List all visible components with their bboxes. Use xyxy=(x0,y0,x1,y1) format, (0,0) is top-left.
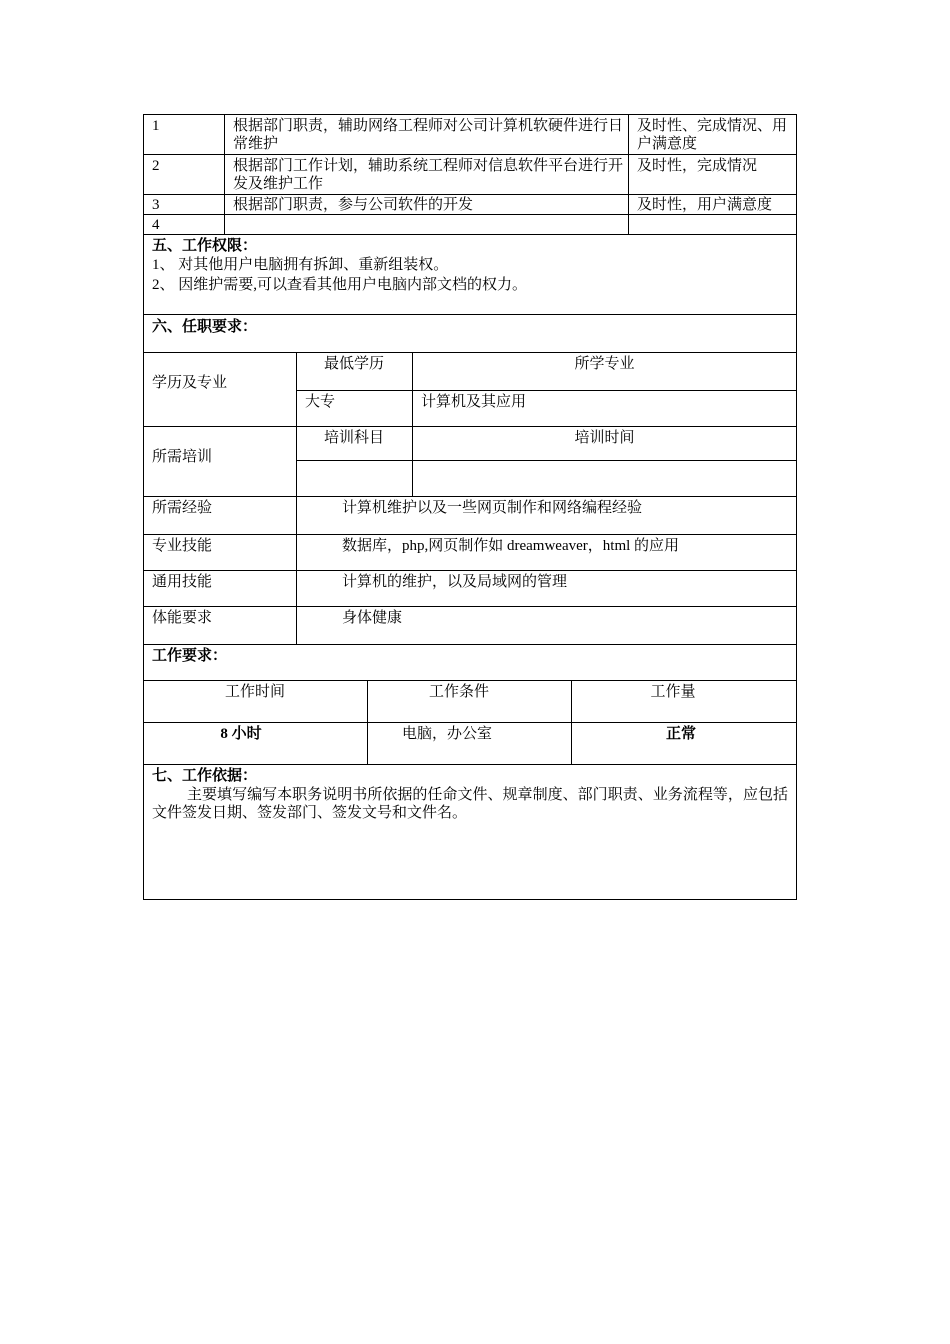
workload-value: 正常 xyxy=(665,726,696,742)
education-degree: 大专 xyxy=(305,394,336,410)
training-subject-header: 培训科目 xyxy=(323,430,384,446)
basis-title: 七、工作依据： xyxy=(152,768,258,784)
duty-content: 根据部门工作计划，辅助系统工程师对信息软件平台进行开发及维护工作 xyxy=(233,158,624,192)
col-divider xyxy=(412,460,413,496)
physical-label: 体能要求 xyxy=(152,610,213,626)
work-condition-header: 工作条件 xyxy=(428,684,489,700)
general-skill-label: 通用技能 xyxy=(152,574,213,590)
physical-value: 身体健康 xyxy=(342,610,403,626)
duty-content: 根据部门职责，辅助网络工程师对公司计算机软硬件进行日常维护 xyxy=(233,118,624,152)
work-time-header: 工作时间 xyxy=(224,684,285,700)
duty-standard: 及时性，用户满意度 xyxy=(637,197,773,213)
row-divider xyxy=(143,680,797,681)
training-time-header: 培训时间 xyxy=(574,430,635,446)
workload-header: 工作量 xyxy=(650,684,696,700)
requirements-title: 六、任职要求： xyxy=(152,319,258,335)
education-major: 计算机及其应用 xyxy=(421,394,527,410)
experience-label: 所需经验 xyxy=(152,500,213,516)
work-requirements-title: 工作要求： xyxy=(152,648,228,664)
duty-no: 1 xyxy=(152,118,160,134)
duty-no: 4 xyxy=(152,217,160,233)
row-divider xyxy=(143,234,797,235)
row-divider xyxy=(143,534,797,535)
education-label: 学历及专业 xyxy=(152,375,228,391)
duty-no: 3 xyxy=(152,197,160,213)
row-divider xyxy=(143,426,797,427)
row-divider xyxy=(143,352,797,353)
row-divider xyxy=(143,570,797,571)
duty-no: 2 xyxy=(152,158,160,174)
row-divider xyxy=(143,314,797,315)
work-time-value: 8 小时 xyxy=(220,726,262,742)
col-divider xyxy=(296,352,297,644)
row-divider xyxy=(143,606,797,607)
row-divider xyxy=(143,194,797,195)
basis-text: 主要填写编写本职务说明书所依据的任命文件、规章制度、部门职责、业务流程等，应包括文件签发日期、签发部门、签发文号和文件名。 xyxy=(152,787,788,821)
authority-item: 2、 因维护需要,可以查看其他用户电脑内部文档的权力。 xyxy=(152,277,528,293)
education-degree-header: 最低学历 xyxy=(323,356,384,372)
row-divider xyxy=(143,496,797,497)
authority-item: 1、 对其他用户电脑拥有拆卸、重新组装权。 xyxy=(152,257,449,273)
row-divider xyxy=(143,722,797,723)
authority-title: 五、工作权限： xyxy=(152,238,258,254)
duty-standard: 及时性、完成情况、用户满意度 xyxy=(637,118,788,152)
row-divider xyxy=(296,390,797,391)
col-divider xyxy=(224,114,225,234)
row-divider xyxy=(143,214,797,215)
duty-content: 根据部门职责，参与公司软件的开发 xyxy=(233,197,474,213)
row-divider xyxy=(143,764,797,765)
row-divider xyxy=(143,644,797,645)
row-divider xyxy=(296,460,797,461)
work-condition-value: 电脑，办公室 xyxy=(401,726,492,742)
professional-skill-value: 数据库，php,网页制作如 dreamweaver，html 的应用 xyxy=(342,538,680,554)
professional-skill-label: 专业技能 xyxy=(152,538,213,554)
general-skill-value: 计算机的维护，以及局域网的管理 xyxy=(342,574,568,590)
education-major-header: 所学专业 xyxy=(574,356,635,372)
duty-standard: 及时性，完成情况 xyxy=(637,158,758,174)
training-label: 所需培训 xyxy=(152,449,213,465)
row-divider xyxy=(143,154,797,155)
col-divider xyxy=(628,114,629,234)
experience-value: 计算机维护以及一些网页制作和网络编程经验 xyxy=(342,500,643,516)
